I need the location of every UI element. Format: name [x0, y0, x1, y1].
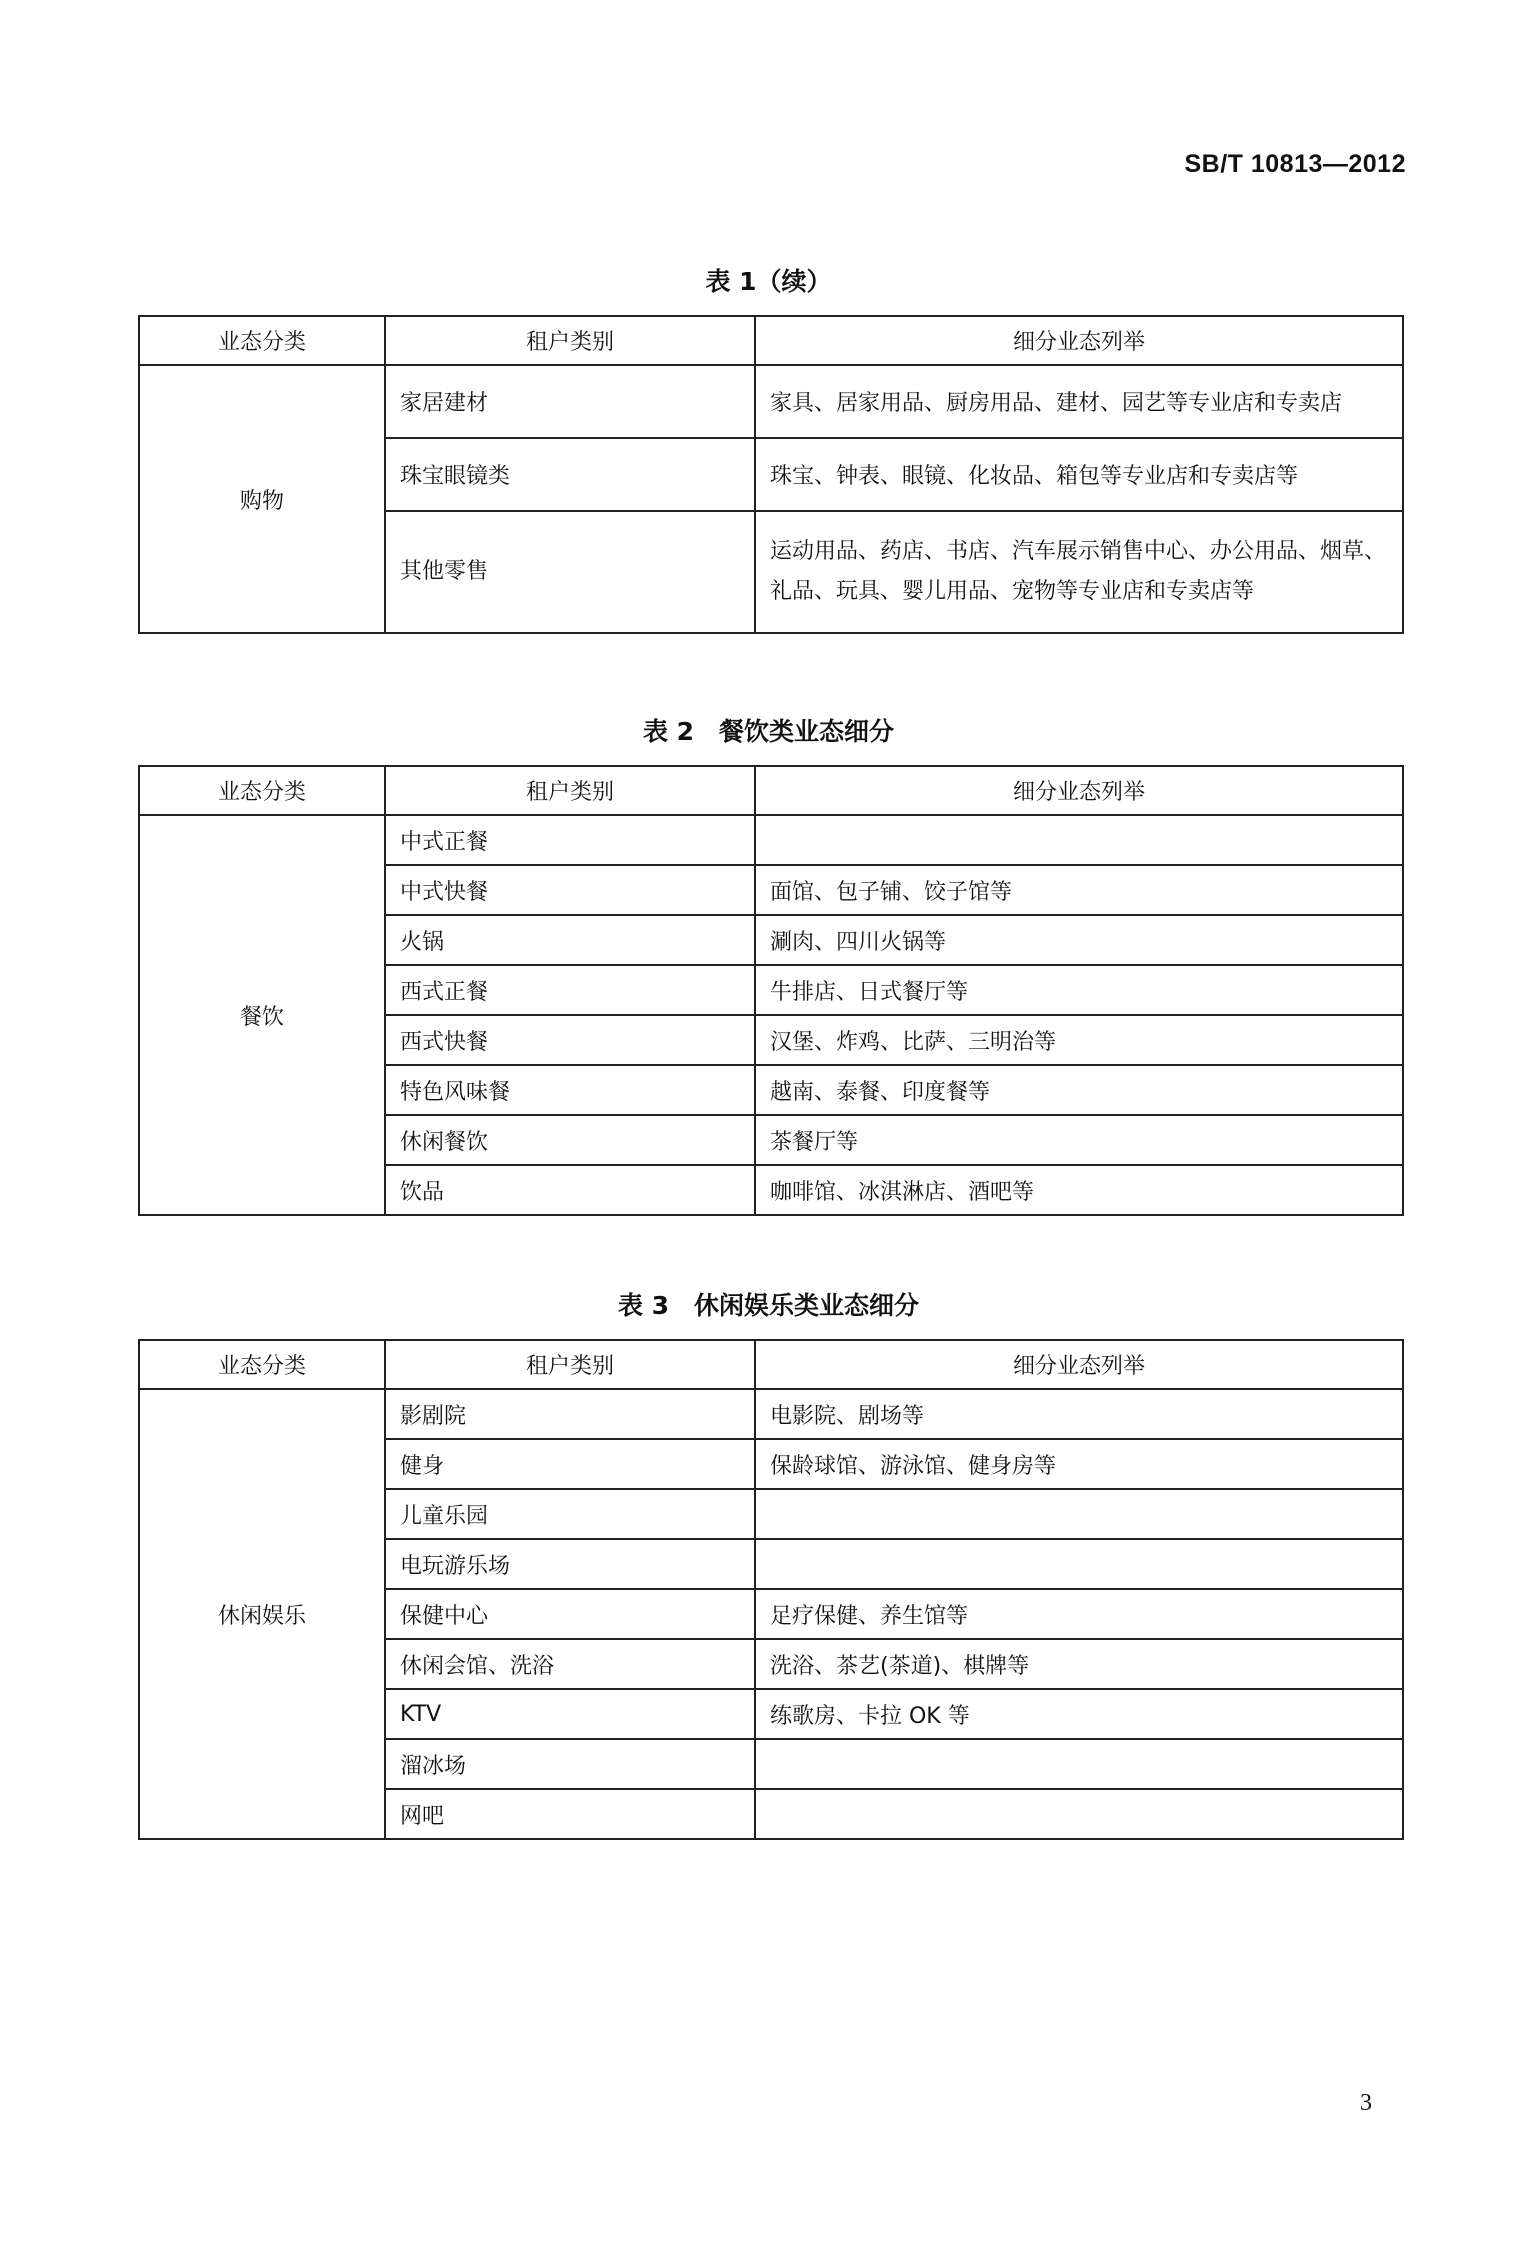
- tenant-cell: 珠宝眼镜类: [385, 438, 755, 511]
- table2-caption: 表 2 餐饮类业态细分: [642, 717, 895, 746]
- tenant-cell: 保健中心: [385, 1589, 755, 1639]
- detail-cell: 运动用品、药店、书店、汽车展示销售中心、办公用品、烟草、礼品、玩具、婴儿用品、宠物等专业店和专卖店等: [755, 511, 1403, 633]
- detail-cell: 家具、居家用品、厨房用品、建材、园艺等专业店和专卖店: [755, 365, 1403, 438]
- detail-cell: [755, 815, 1403, 865]
- detail-cell: [755, 1539, 1403, 1589]
- detail-cell: 练歌房、卡拉 OK 等: [755, 1689, 1403, 1739]
- table2: [138, 765, 1404, 1216]
- table1: [138, 315, 1404, 634]
- column-header: 业态分类: [139, 316, 385, 365]
- table3: [138, 1339, 1404, 1840]
- tenant-cell: 溜冰场: [385, 1739, 755, 1789]
- detail-cell: 保龄球馆、游泳馆、健身房等: [755, 1439, 1403, 1489]
- page-number: 3: [1360, 2090, 1372, 2116]
- detail-cell: 涮肉、四川火锅等: [755, 915, 1403, 965]
- column-header: 细分业态列举: [755, 1340, 1403, 1389]
- tenant-cell: 家居建材: [385, 365, 755, 438]
- table1-caption: 表 1（续）: [705, 267, 832, 296]
- table-header-row: [139, 316, 1403, 365]
- column-header: 业态分类: [139, 766, 385, 815]
- column-header: 细分业态列举: [755, 766, 1403, 815]
- tenant-cell: KTV: [385, 1689, 755, 1739]
- table-row: [139, 365, 1403, 438]
- tenant-cell: 网吧: [385, 1789, 755, 1839]
- tenant-cell: 中式快餐: [385, 865, 755, 915]
- category-cell: 购物: [139, 365, 385, 633]
- tenant-cell: 火锅: [385, 915, 755, 965]
- tenant-cell: 饮品: [385, 1165, 755, 1215]
- detail-cell: [755, 1789, 1403, 1839]
- category-cell: 餐饮: [139, 815, 385, 1215]
- tenant-cell: 健身: [385, 1439, 755, 1489]
- column-header: 细分业态列举: [755, 316, 1403, 365]
- tenant-cell: 休闲餐饮: [385, 1115, 755, 1165]
- detail-cell: 咖啡馆、冰淇淋店、酒吧等: [755, 1165, 1403, 1215]
- column-header: 租户类别: [385, 316, 755, 365]
- detail-cell: [755, 1739, 1403, 1789]
- detail-cell: 汉堡、炸鸡、比萨、三明治等: [755, 1015, 1403, 1065]
- table-row: [139, 815, 1403, 865]
- detail-cell: 珠宝、钟表、眼镜、化妆品、箱包等专业店和专卖店等: [755, 438, 1403, 511]
- table-header-row: [139, 766, 1403, 815]
- tenant-cell: 影剧院: [385, 1389, 755, 1439]
- tenant-cell: 西式快餐: [385, 1015, 755, 1065]
- column-header: 租户类别: [385, 1340, 755, 1389]
- tenant-cell: 休闲会馆、洗浴: [385, 1639, 755, 1689]
- tenant-cell: 其他零售: [385, 511, 755, 633]
- detail-cell: 足疗保健、养生馆等: [755, 1589, 1403, 1639]
- column-header: 业态分类: [139, 1340, 385, 1389]
- table3-caption: 表 3 休闲娱乐类业态细分: [617, 1291, 920, 1320]
- table-header-row: [139, 1340, 1403, 1389]
- tenant-cell: 西式正餐: [385, 965, 755, 1015]
- table-row: [139, 1389, 1403, 1439]
- detail-cell: 电影院、剧场等: [755, 1389, 1403, 1439]
- standard-code: SB/T 10813—2012: [1184, 150, 1406, 178]
- category-cell: 休闲娱乐: [139, 1389, 385, 1839]
- tenant-cell: 中式正餐: [385, 815, 755, 865]
- tenant-cell: 电玩游乐场: [385, 1539, 755, 1589]
- tenant-cell: 特色风味餐: [385, 1065, 755, 1115]
- detail-cell: 茶餐厅等: [755, 1115, 1403, 1165]
- detail-cell: [755, 1489, 1403, 1539]
- detail-cell: 面馆、包子铺、饺子馆等: [755, 865, 1403, 915]
- detail-cell: 洗浴、茶艺(茶道)、棋牌等: [755, 1639, 1403, 1689]
- detail-cell: 越南、泰餐、印度餐等: [755, 1065, 1403, 1115]
- tenant-cell: 儿童乐园: [385, 1489, 755, 1539]
- detail-cell: 牛排店、日式餐厅等: [755, 965, 1403, 1015]
- column-header: 租户类别: [385, 766, 755, 815]
